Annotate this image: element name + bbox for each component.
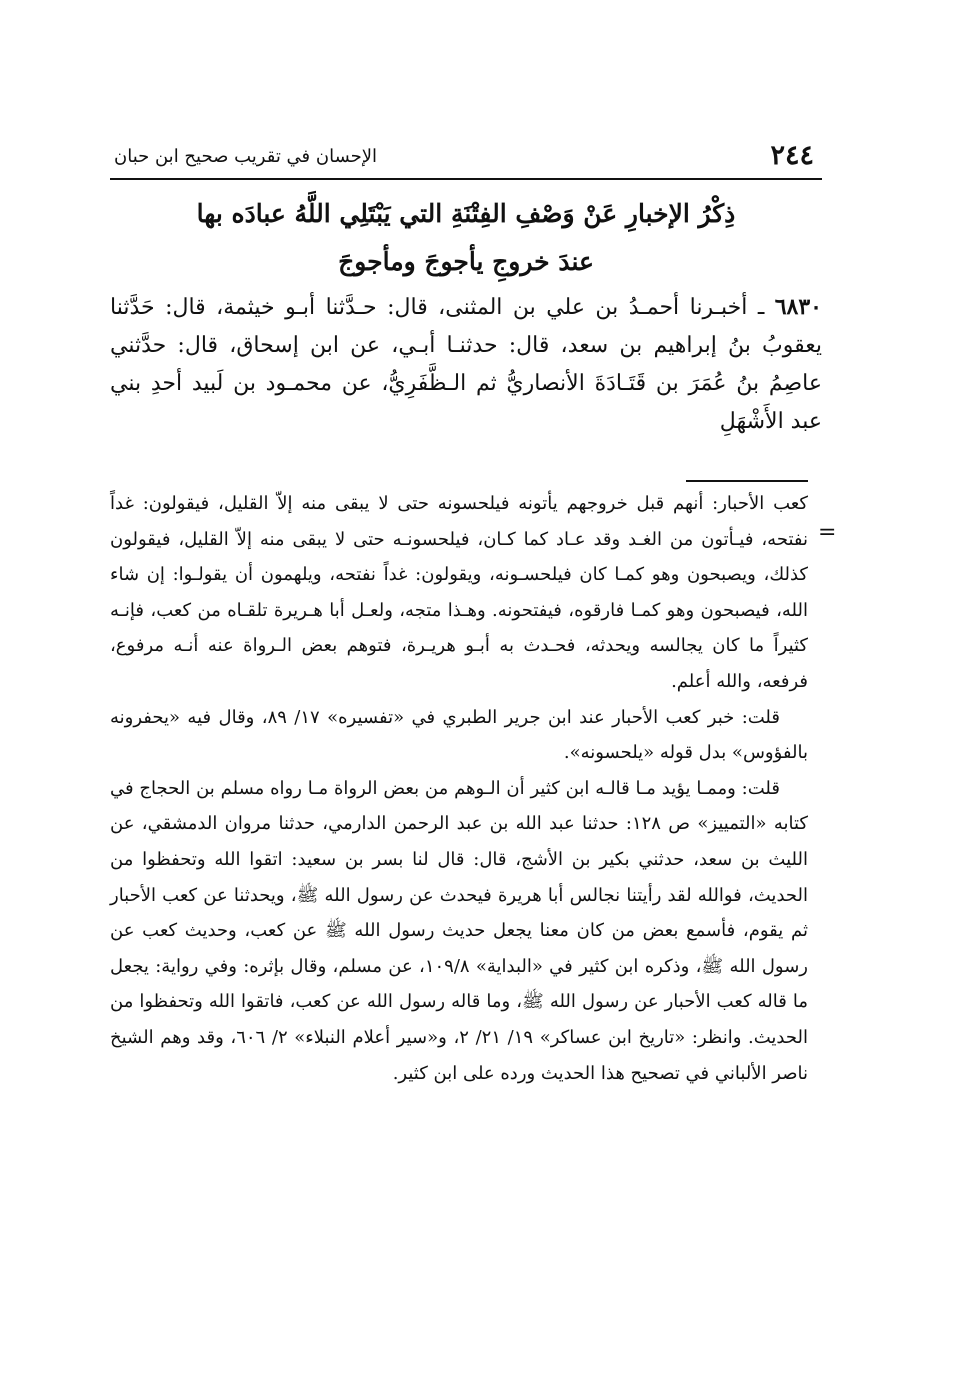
heading-line-2: عندَ خروجِ يأجوجَ ومأجوجَ (338, 247, 594, 276)
footnote-paragraph-3: قلت: وممـا يؤيد مـا قالـه ابن كثير أن الـوهم من بعض الرواة مـا رواه مسلم بن الحجاج في كتابه «التمييز» ص ١٢٨: حدثنا عبد الله بن عبد الرحمن الدارمي، حدثنا مروان الدمشقي، عن الليث بن سعد، حدثني بكير بن الأشج، قال: قال لنا بسر بن سعيد: اتقوا الله وتحفظوا من الحديث، فوالله لقد رأيتنا نجالس أبا هريرة فيحدث عن رسول الله ﷺ، ويحدثنا عن كعب الأحبار ثم يقوم، فأسمع بعض من كان معنا يجعل حديث رسول الله ﷺ عن كعب، وحديث كعب عن رسول الله ﷺ، وذكره ابن كثير في «البداية» ١٠٩/٨، عن مسلم، وقال بإثره: وفي رواية: يجعل ما قاله كعب الأحبار عن رسول الله ﷺ، وما قاله رسول الله عن كعب، فاتقوا الله وتحفظوا من الحديث. وانظر: «تاريخ ابن عساكر» ١٩/ ٢١/ ٢، و«سير أعلام النبلاء» ٢/ ٦٠٦، وقد وهم الشيخ ناصر الألباني في تصحيح هذا الحديث ورده على ابن كثير. (110, 777, 809, 1084)
footnotes (110, 486, 808, 1091)
hadith-number: ٦٨٣٠ (774, 294, 822, 320)
heading-line-1: ذِكْرُ الإخبارِ عَنْ وَصْفِ الفِتْنَةِ التي يَبْتَلِي اللَّهُ عبادَه بها (196, 199, 736, 228)
header-divider (110, 178, 822, 180)
chapter-heading (110, 190, 822, 286)
footnote-paragraph-1: كعب الأحبار: أنهم قبل خروجهم يأتونه فيلحسونه حتى لا يبقى منه إلاّ القليل، فيقولون: غداً نفتحه، فيـأتون من الغـد وقد عـاد كما كـان، فيلحسونـه حتى لا يبقى منه إلاّ القليل، فيقولون كذلك، ويصبحون وهو كمـا كان فيلحسـونه، ويقولون: غداً نفتحه، ويلهمون أن يقولـوا: إن شاء الله، فيصبحون وهو كمـا فارقوه، فيفتحونه. وهـذا متجه، ولعـل أبا هـريرة تلقـاه من كعب، فإنـه كثيراً ما كان يجالسه ويحدثه، فحـدث به أبـو هريـرة، فتوهم بعض الـرواة عنه أنـه مرفوع، فرفعه، والله أعلم. (110, 493, 808, 692)
hadith-body: ـ أخبـرنا أحمـدُ بن علي بن المثنى، قال: حـدَّثنا أبـو خيثمة، قال: حَدَّثنا يعقوبُ بنُ إبراهيم بن سعد، قال: حدثنـا أبـي، عن ابن إسحاق، قال: حدَّثني عاصِمُ بنُ عُمَرَ بن قَتَـادَةَ الأنصاريُّ ثم الـظَّفَرِيُّ، عن محمـود بن لَبيد أحدِ بني عبد الأَشْهَلِ (110, 295, 822, 434)
footnote-paragraph-2: قلت: خبر كعب الأحبار عند ابن جرير الطبري في «تفسيره» ١٧/ ٨٩، وقال فيه «يحفرونه بالفؤوس» بدل قوله «يلحسونه». (110, 706, 808, 764)
continuation-mark: = (818, 520, 837, 545)
footnote-divider (686, 480, 808, 482)
hadith-paragraph (110, 288, 822, 441)
running-header (110, 136, 822, 176)
hadith-text (110, 288, 822, 441)
running-title: الإحسان في تقريب صحيح ابن حبان (114, 146, 378, 167)
page-number: ٢٤٤ (770, 140, 814, 171)
